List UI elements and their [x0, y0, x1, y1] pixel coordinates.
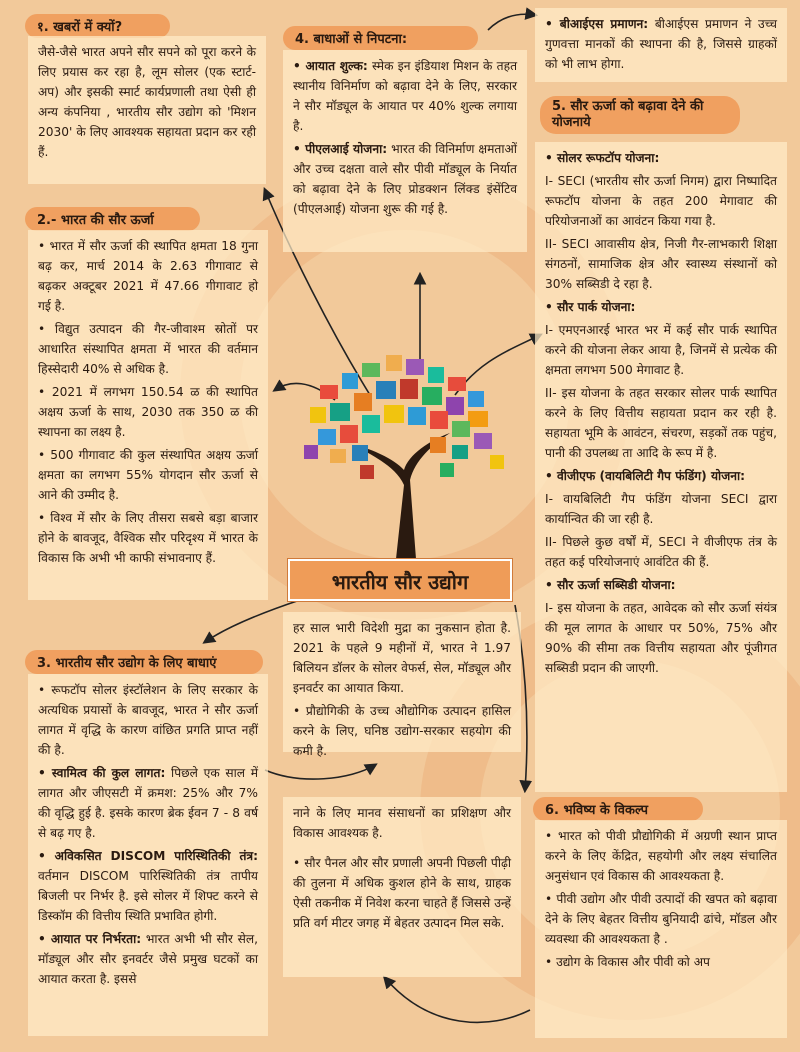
section-2-bullet: • विश्व में सौर के लिए तीसरा सबसे बड़ा बाजार होने के बावजूद, वैश्विक सौर परिदृश्य में भारत के विकास कि अभी भी काफी संभावनाए हैं. — [38, 511, 258, 565]
middle-lower-text: नाने के लिए मानव संसाधनों का प्रशिक्षण और विकास आवश्यक है. — [293, 806, 511, 840]
section-2-panel — [28, 230, 268, 600]
section-6-heading: 6. भविष्य के विकल्प — [533, 797, 703, 821]
bullet-label: • आयात पर निर्भरता: — [38, 932, 142, 946]
section-5-panel — [535, 142, 787, 792]
section-3-panel — [28, 674, 268, 1036]
scheme-point: II- SECI आवासीय क्षेत्र, निजी गैर-लाभकारी शिक्षा संगठनों, सामाजिक क्षेत्र और स्वास्थ्य संस्थानों को 30% सब्सिडी दे रहा है. — [545, 237, 777, 291]
bullet-label: • बीआईएस प्रमाणन: — [545, 17, 649, 31]
scheme-heading: • सौर पार्क योजना: — [545, 300, 636, 314]
scheme-heading: • सौर ऊर्जा सब्सिडी योजना: — [545, 578, 676, 592]
scheme-point: II- इस योजना के तहत सरकार सोलर पार्क स्थापित करने के लिए वित्तीय सहायता प्रदान कर रही है. सहायता भूमि के आवंटन, संचरण, सड़कों तक पहुंच, पानी की उपलब्ध ता आदि के रूप में है. — [545, 386, 777, 460]
bullet-text: भारत की विनिर्माण क्षमताओं और उच्च दक्षता वाले सौर पीवी मॉड्यूल के निर्यात को बढ़ावा देने के लिए प्रोडक्शन लिंक्ड इंसेंटिव (पीएलआई) योजना शुरू की गई है. — [293, 142, 517, 216]
scheme-point: I- वायबिलिटी गैप फंडिंग योजना SECI द्वारा कार्यान्वित की जा रही है. — [545, 492, 777, 526]
middle-text: • प्रौद्योगिकी के उच्च औद्योगिक उत्पादन हासिल करने के लिए, घनिष्ठ उद्योग-सरकार सहयोग की कमी है. — [293, 704, 511, 758]
scheme-point: I- इस योजना के तहत, आवेदक को सौर ऊर्जा संयंत्र की मूल लागत के आधार पर 50%, 75% और 90% की सीमा तक वित्तीय सहायता और पूंजीगत सब्सिडी प्रदान की जाएगी. — [545, 601, 777, 675]
bis-panel — [535, 8, 787, 82]
section-3-bullet — [38, 929, 258, 989]
section-4-heading: 4. बाधाओं से निपटना: — [283, 26, 478, 50]
tree-illustration — [300, 345, 510, 560]
section-2-heading: 2.- भारत की सौर ऊर्जा — [25, 207, 200, 231]
middle-panel — [283, 612, 521, 758]
section-2-bullet: • 500 गीगावाट की कुल संस्थापित अक्षय ऊर्जा क्षमता का लगभग 55% योगदान सौर ऊर्जा से आने की उम्मीद है. — [38, 448, 258, 502]
bullet-label: • पीएलआई योजना: — [293, 142, 388, 156]
section-4-bullet — [293, 139, 517, 219]
page-title: भारतीय सौर उद्योग — [288, 559, 512, 601]
scheme-heading: • सोलर रूफटॉप योजना: — [545, 151, 660, 165]
section-6-bullet: • उद्योग के विकास और पीवी को अप — [545, 955, 710, 969]
scheme-point: II- पिछले कुछ वर्षों में, SECI ने वीजीएफ तंत्र के तहत कई परियोजनाएं आवंटित की हैं. — [545, 535, 777, 569]
section-1-heading: १. खबरों में क्यों? — [25, 14, 170, 38]
section-4-panel — [283, 50, 527, 252]
section-6-panel — [535, 820, 787, 1038]
section-3-bullet: • रूफटॉप सोलर इंस्टॉलेशन के लिए सरकार के अत्यधिक प्रयासों के बावजूद, भारत ने सौर ऊर्जा लागत में वृद्धि के कारण वांछित प्रगति प्राप्त नहीं की है. — [38, 683, 258, 757]
scheme-point: I- एमएनआरई भारत भर में कई सौर पार्क स्थापित करने की योजना लेकर आया है, जिनमें से प्रत्येक की क्षमता लगभग 500 मेगावाट है. — [545, 323, 777, 377]
section-3-bullet — [38, 763, 258, 843]
bullet-label: • आयात शुल्क: — [293, 59, 368, 73]
bis-bullet — [545, 14, 777, 74]
bullet-text: बीआईएस प्रमाणन ने उच्च गुणवत्ता मानकों की स्थापना की है, जिससे ग्राहकों को भी लाभ होगा. — [545, 17, 777, 71]
section-6-bullet: • भारत को पीवी प्रौद्योगिकी में अग्रणी स्थान प्राप्त करने के लिए केंद्रित, सहयोगी और लक्ष्य संचालित अनुसंधान एवं विकास की आवश्यकता है. — [545, 829, 777, 883]
bullet-text: भारत अभी भी सौर सेल, मॉड्यूल और सौर इनवर्टर जैसे प्रमुख घटकों का आयात करता है. इससे — [38, 932, 258, 986]
middle-text: हर साल भारी विदेशी मुद्रा का नुकसान होता है. 2021 के पहले 9 महीनों में, भारत ने 1.97 बिलियन डॉलर के सोलर वेफर्स, सेल, मॉड्यूल और इनवर्टर का आयात किया. — [293, 621, 511, 695]
section-3-bullet — [38, 846, 258, 926]
scheme-heading: • वीजीएफ (वायबिलिटी गैप फंडिंग) योजना: — [545, 469, 746, 483]
section-2-bullet: • भारत में सौर ऊर्जा की स्थापित क्षमता 18 गुना बढ़ कर, मार्च 2014 के 2.63 गीगावाट से बढ़कर अक्टूबर 2021 में 47.66 गीगावाट हो गई है. — [38, 239, 258, 313]
section-1-panel — [28, 36, 266, 184]
bullet-text: वर्तमान DISCOM पारिस्थितिकी तंत्र तापीय बिजली पर निर्भर है. इसे सोलर में शिफ्ट करने से डिस्कॉम की वित्तीय स्थिति प्रभावित होगी. — [38, 869, 258, 923]
bullet-label: • अविकसित DISCOM पारिस्थितिकी तंत्र: — [38, 849, 258, 863]
middle-lower-panel — [283, 797, 521, 977]
bullet-text: स्मेक इन इंडियाश मिशन के तहत स्थानीय विनिर्माण को बढ़ावा देने के लिए, सरकार ने सौर मॉड्यूल के आयात पर 40% शुल्क लगाया है. — [293, 59, 518, 133]
bullet-text: पिछले एक साल में लागत और जीएसटी में क्रमश: 25% और 7% की वृद्धि हुई है. इसके कारण ब्रेक ईवन 7 - 8 वर्ष से बढ़ गए है. — [38, 766, 258, 840]
section-1-text: जैसे-जैसे भारत अपने सौर सपने को पूरा करने के लिए प्रयास कर रहा है, लूम सोलर (एक स्टार्ट-अप) और इसकी स्मार्ट कार्यप्रणाली तथा ऐसी ही अन्य कंपनिया , भारतीय सौर उद्योग को 'मिशन 2030' के लिए आवश्यक सहायता प्रदान कर रही हैं. — [38, 45, 256, 159]
section-5-heading: 5. सौर ऊर्जा को बढ़ावा देने की योजनाये — [540, 96, 740, 134]
section-3-heading: 3. भारतीय सौर उद्योग के लिए बाधाएं — [25, 650, 263, 674]
section-6-bullet: • पीवी उद्योग और पीवी उत्पादों की खपत को बढ़ावा देने के लिए बेहतर वित्तीय बुनियादी ढांचे, मॉडल और व्यवस्था की आवश्यकता है . — [545, 892, 777, 946]
section-2-bullet: • 2021 में लगभग 150.54 ळ की स्थापित अक्षय ऊर्जा के साथ, 2030 तक 350 ळ की स्थापना का लक्ष्य है. — [38, 385, 258, 439]
middle-lower-text: • सौर पैनल और सौर प्रणाली अपनी पिछली पीढ़ी की तुलना में अधिक कुशल होने के साथ, ग्राहक ऐसी तकनीक में निवेश करना चाहते हैं जिससे उन्हें प्रति वर्ग मीटर जगह में बेहतर उत्पादन मिल सके. — [293, 856, 511, 930]
bullet-label: • स्वामित्व की कुल लागत: — [38, 766, 166, 780]
scheme-point: I- SECI (भारतीय सौर ऊर्जा निगम) द्वारा निष्पादित रूफटॉप योजना के तहत 200 मेगावाट की परियोजनाओं का आवंटन किया गया है. — [545, 174, 777, 228]
section-2-bullet: • विद्युत उत्पादन की गैर-जीवाश्म स्रोतों पर आधारित संस्थापित क्षमता में भारत की वर्तमान हिस्सेदारी 40% से अधिक है. — [38, 322, 258, 376]
section-4-bullet — [293, 56, 517, 136]
